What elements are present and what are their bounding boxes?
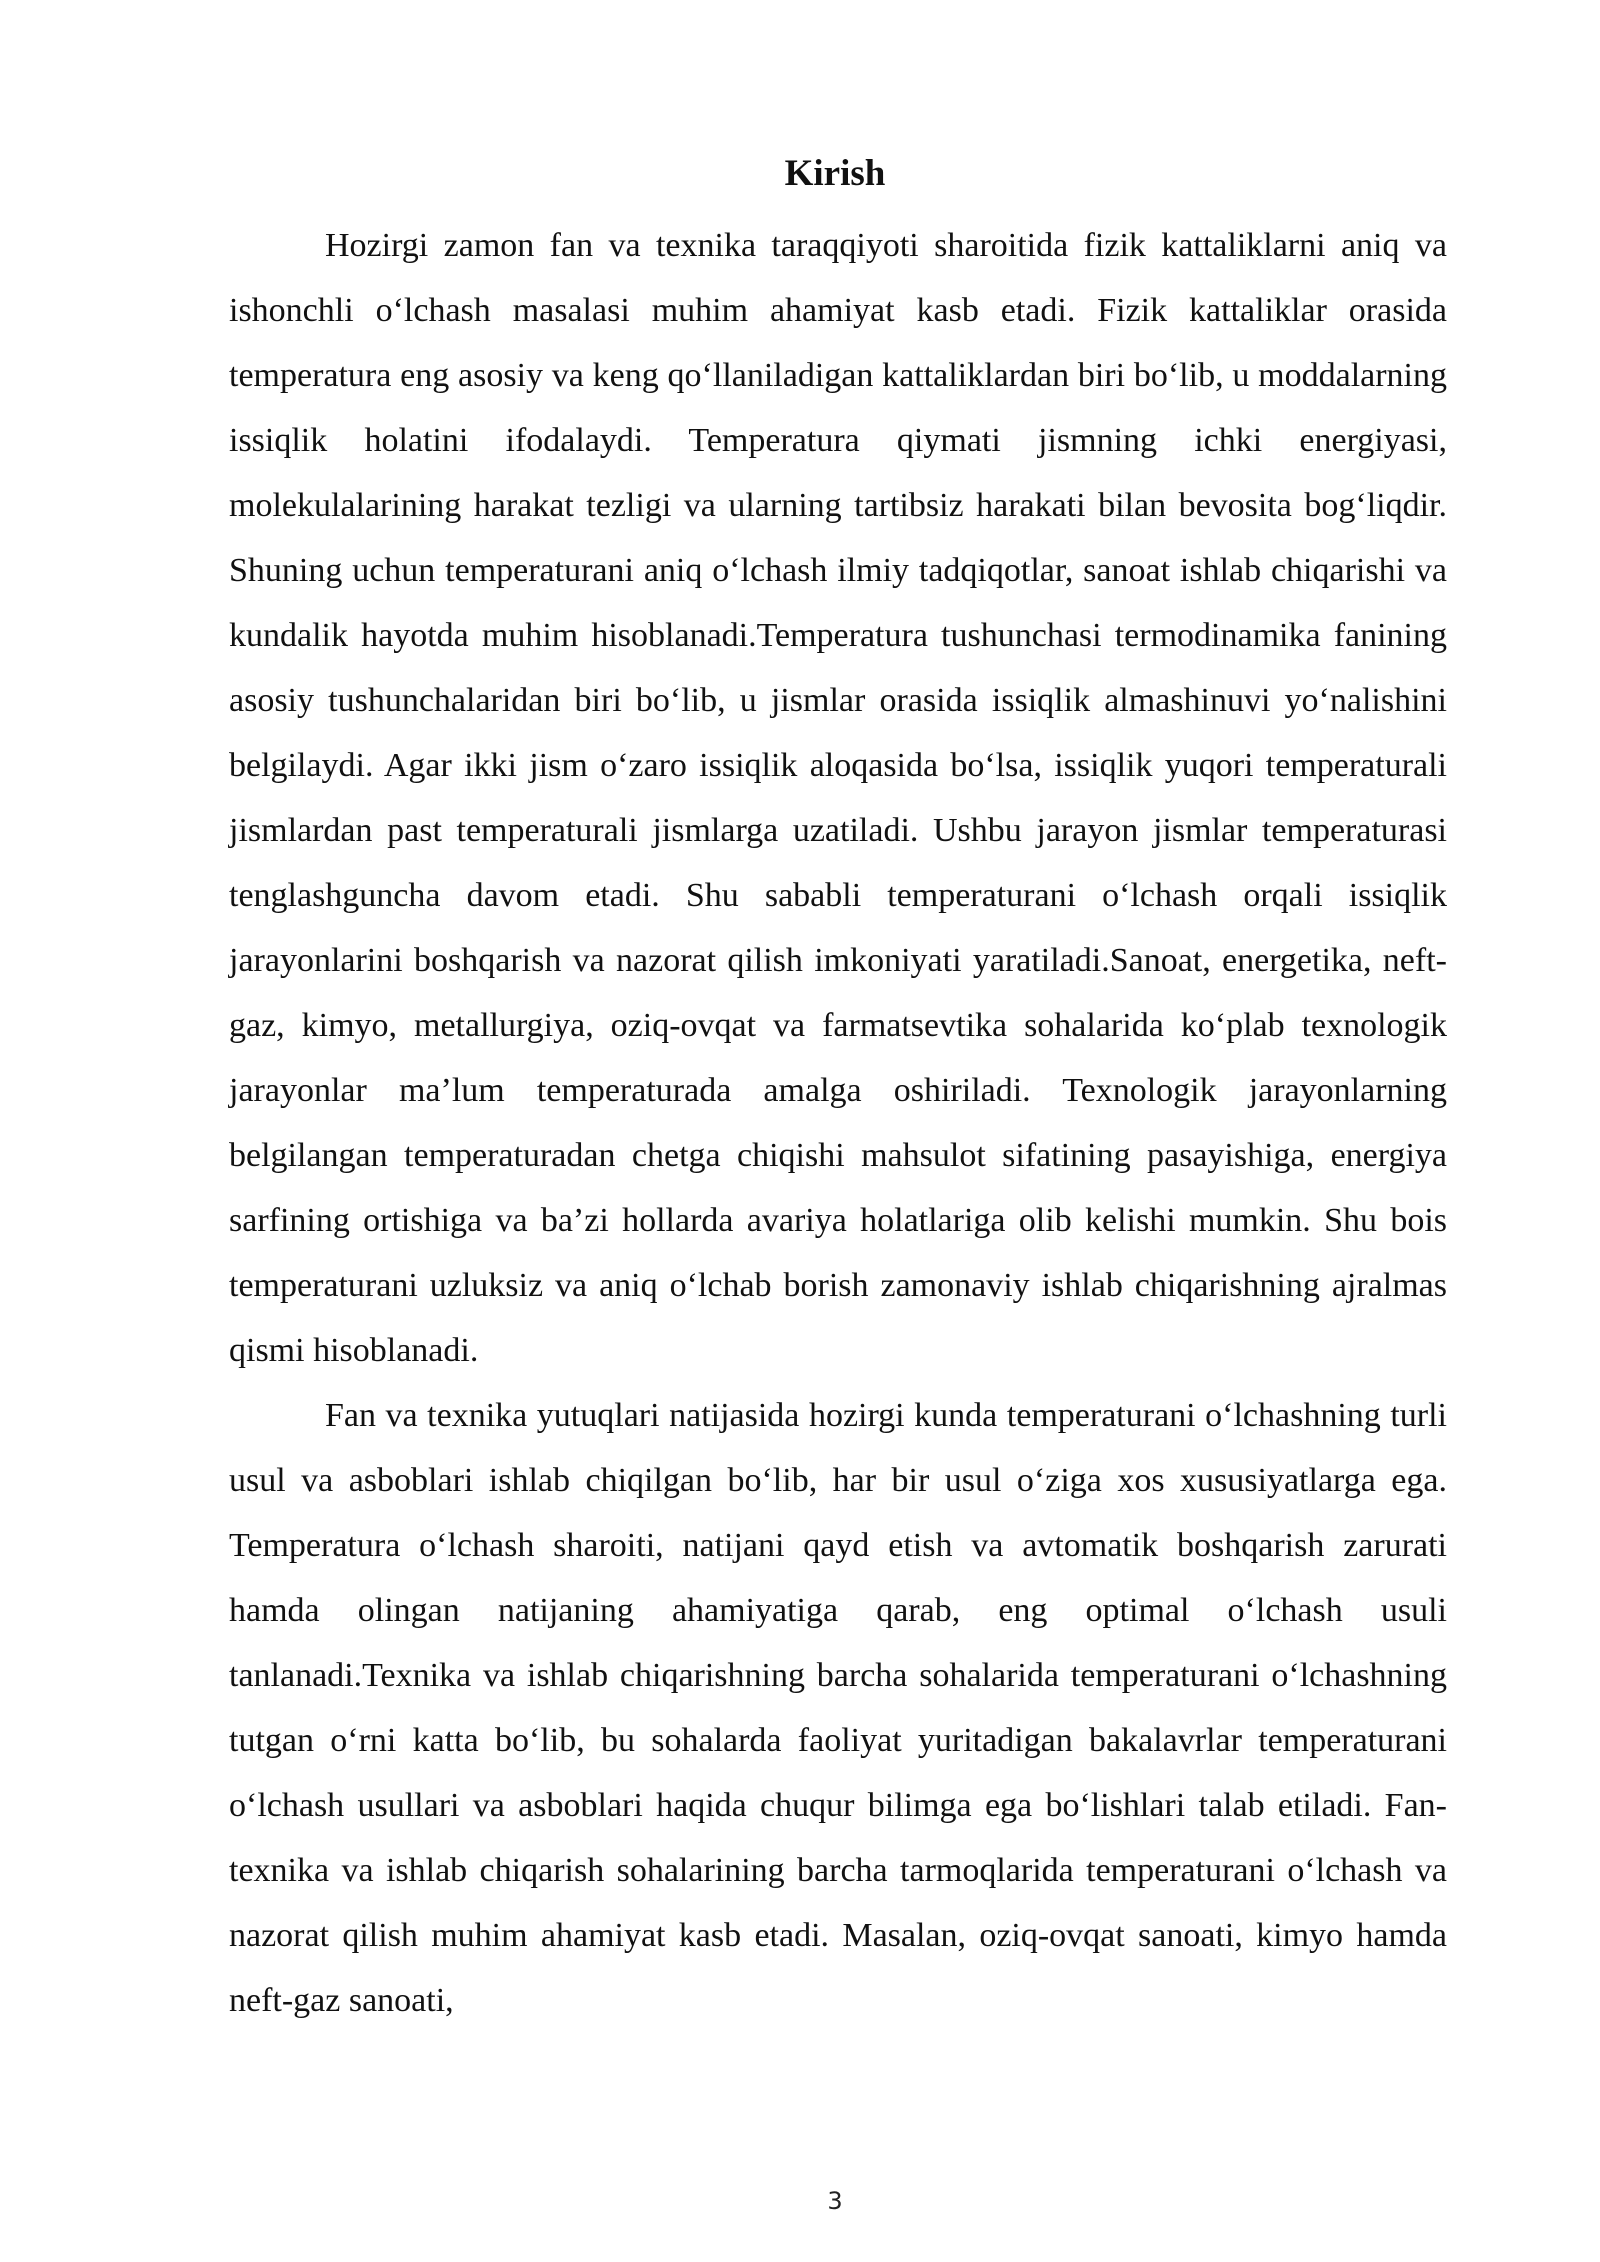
paragraph-1: Hozirgi zamon fan va texnika taraqqiyoti sharoitida fizik kattaliklarni aniq va ishonchli o‘lchash masalasi muhim ahamiyat kasb etadi. Fizik kattaliklar orasida temperatura eng asosiy va keng qo‘llaniladigan kattaliklardan biri bo‘lib, u moddalarning issiqlik holatini ifodalaydi. Temperatura qiymati jismning ichki energiyasi, molekulalarining harakat tezligi va ularning tartibsiz harakati bilan bevosita bog‘liqdir. Shuning uchun temperaturani aniq o‘lchash ilmiy tadqiqotlar, sanoat ishlab chiqarishi va kundalik hayotda muhim hisoblanadi.Temperatura tushunchasi termodinamika fanining asosiy tushunchalaridan biri bo‘lib, u jismlar orasida issiqlik almashinuvi yo‘nalishini belgilaydi. Agar ikki jism o‘zaro issiqlik aloqasida bo‘lsa, issiqlik yuqori temperaturali jismlardan past temperaturali jismlarga uzatiladi. Ushbu jarayon jismlar temperaturasi tenglashguncha davom etadi. Shu sababli temperaturani o‘lchash orqali issiqlik jarayonlarini boshqarish va nazorat qilish imkoniyati yaratiladi.Sanoat, energetika, neft-gaz, kimyo, metallurgiya, oziq-ovqat va farmatsevtika sohalarida ko‘plab texnologik jarayonlar ma’lum temperaturada amalga oshiriladi. Texnologik jarayonlarning belgilangan temperaturadan chetga chiqishi mahsulot sifatining pasayishiga, energiya sarfining ortishiga va ba’zi hollarda avariya holatlariga olib kelishi mumkin. Shu bois temperaturani uzluksiz va aniq o‘lchab borish zamonaviy ishlab chiqarishning ajralmas qismi hisoblanadi.: [229, 227, 1447, 1369]
page-number: 3: [827, 2187, 843, 2215]
paragraph-2: Fan va texnika yutuqlari natijasida hozirgi kunda temperaturani o‘lchashning turli usul va asboblari ishlab chiqilgan bo‘lib, har bir usul o‘ziga xos xususiyatlarga ega. Temperatura o‘lchash sharoiti, natijani qayd etish va avtomatik boshqarish zarurati hamda olingan natijaning ahamiyatiga qarab, eng optimal o‘lchash usuli tanlanadi.Texnika va ishlab chiqarishning barcha sohalarida temperaturani o‘lchashning tutgan o‘rni katta bo‘lib, bu sohalarda faoliyat yuritadigan bakalavrlar temperaturani o‘lchash usullari va asboblari haqida chuqur bilimga ega bo‘lishlari talab etiladi. Fan-texnika va ishlab chiqarish sohalarining barcha tarmoqlarida temperaturani o‘lchash va nazorat qilish muhim ahamiyat kasb etadi. Masalan, oziq-ovqat sanoati, kimyo hamda neft-gaz sanoati,: [229, 1397, 1447, 2019]
document-body: [229, 213, 1447, 2033]
page-title: Kirish: [784, 153, 886, 194]
